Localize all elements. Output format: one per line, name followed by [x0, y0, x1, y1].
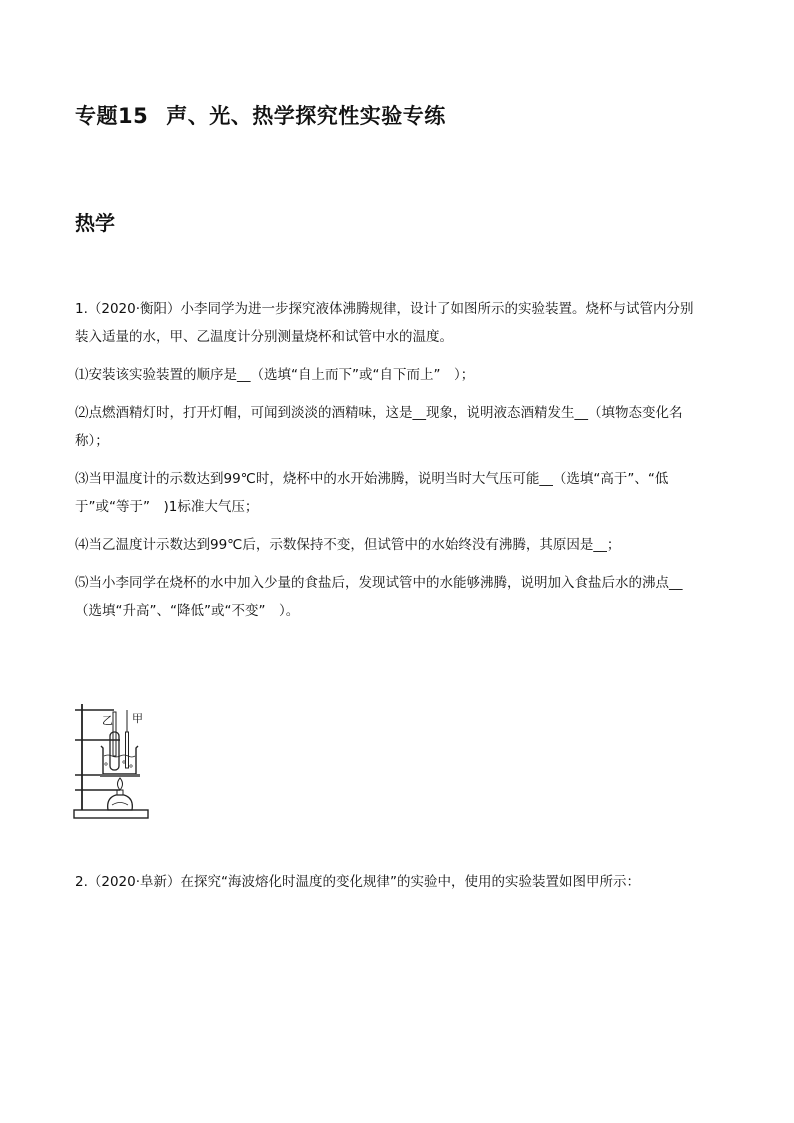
section-heading: 热学	[75, 211, 115, 235]
stand-base	[74, 810, 148, 818]
flame	[118, 778, 123, 790]
question-1-part-2-line1: ⑵点燃酒精灯时，打开灯帽，可闻到淡淡的酒精味，这是__现象，说明液态酒精发生__（填物态变化名	[75, 405, 683, 421]
boiling-apparatus-figure	[72, 702, 152, 820]
question-1-part-3-line1: ⑶当甲温度计的示数达到99℃时，烧杯中的水开始沸腾，说明当时大气压可能__（选填“高于”、“低	[75, 471, 669, 487]
question-1	[75, 295, 725, 625]
label-jia: 甲	[132, 712, 143, 725]
question-1-stem-line1: 1.（2020·衡阳）小李同学为进一步探究液体沸腾规律，设计了如图所示的实验装置。烧杯与试管内分别	[75, 301, 694, 317]
question-1-part-5-line2: （选填“升高”、“降低”或“不变” ）。	[75, 603, 300, 619]
question-2	[75, 868, 725, 896]
test-tube	[110, 732, 119, 770]
title-text: 声、光、热学探究性实验专练	[166, 104, 446, 128]
wire-gauze	[100, 774, 140, 777]
question-1-part-2-line2: 称）；	[75, 433, 109, 449]
thermometer-jia	[126, 732, 129, 768]
question-2-stem: 2.（2020·阜新）在探究“海波熔化时温度的变化规律”的实验中，使用的实验装置如图甲所示：	[75, 874, 641, 890]
thermometer-yi	[113, 712, 116, 756]
question-1-part-3-line2: 于”或“等于” )1标准大气压；	[75, 499, 259, 515]
document-title	[75, 100, 446, 130]
question-1-part-4: ⑷当乙温度计示数达到99℃后，示数保持不变，但试管中的水始终没有沸腾，其原因是__；	[75, 537, 621, 553]
label-yi: 乙	[102, 714, 113, 727]
question-1-part-5-line1: ⑸当小李同学在烧杯的水中加入少量的食盐后，发现试管中的水能够沸腾，说明加入食盐后水的沸点__	[75, 575, 683, 591]
title-number: 专题15	[75, 104, 149, 128]
question-1-part-1: ⑴安装该实验装置的顺序是__（选填“自上而下”或“自下而上” ）；	[75, 367, 475, 383]
question-1-stem-line2: 装入适量的水，甲、乙温度计分别测量烧杯和试管中水的温度。	[75, 329, 453, 345]
